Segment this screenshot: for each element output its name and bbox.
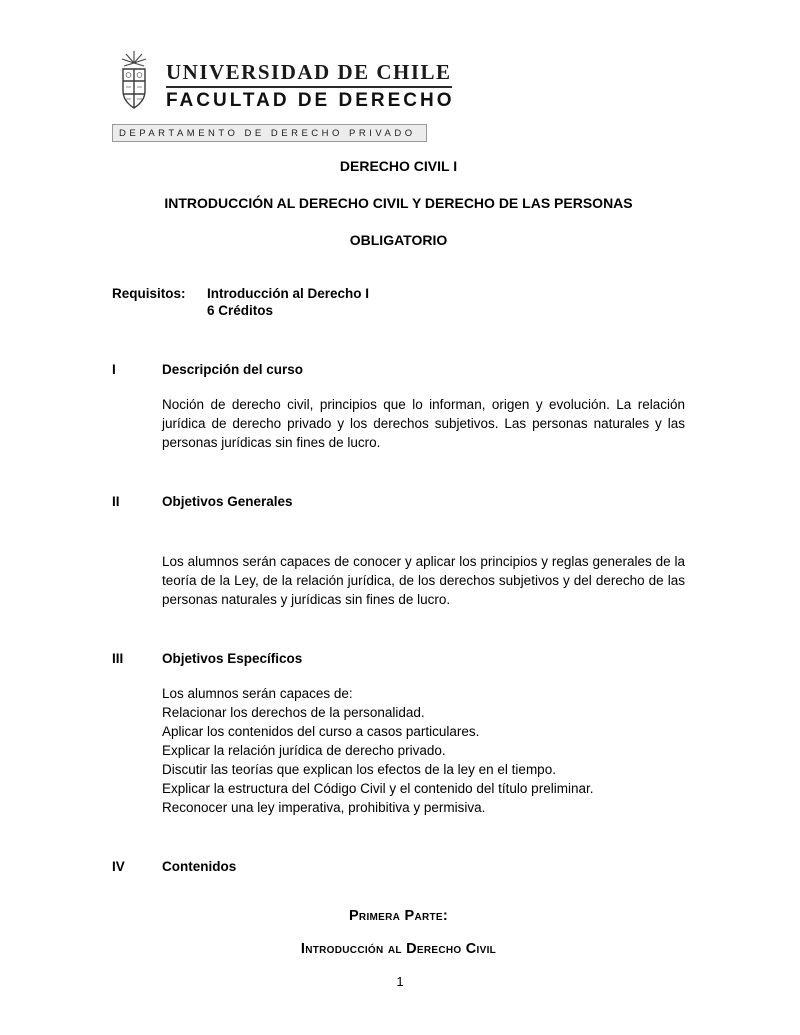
faculty-name: FACULTAD DE DERECHO bbox=[166, 90, 455, 111]
section-contenidos bbox=[112, 859, 685, 892]
section-descripcion bbox=[112, 362, 685, 452]
course-title: DERECHO CIVIL I bbox=[339, 158, 458, 174]
requirements-prerequisite: Introducción al Derecho I bbox=[207, 286, 370, 301]
university-crest-icon bbox=[112, 50, 156, 117]
section-numeral: III bbox=[112, 651, 124, 666]
part-subtitle: Introducción al Derecho Civil bbox=[300, 941, 497, 957]
requirements-label: Requisitos: bbox=[112, 286, 186, 301]
university-name: UNIVERSIDAD DE CHILE bbox=[166, 60, 452, 88]
course-type: OBLIGATORIO bbox=[349, 232, 448, 248]
page-number: 1 bbox=[396, 974, 404, 989]
requirements-block bbox=[112, 286, 685, 320]
department-banner: DEPARTAMENTO DE DERECHO PRIVADO bbox=[112, 124, 427, 142]
section-numeral: I bbox=[112, 362, 116, 377]
section-numeral: II bbox=[112, 494, 120, 509]
objective-item: Relacionar los derechos de la personalidad. bbox=[162, 705, 425, 720]
objective-item: Explicar la estructura del Código Civil y el contenido del título preliminar. bbox=[162, 781, 594, 796]
document-header bbox=[112, 50, 685, 142]
section-heading: Objetivos Específicos bbox=[162, 651, 303, 666]
section-numeral: IV bbox=[112, 859, 125, 874]
section-objetivos-especificos bbox=[112, 651, 685, 817]
part-title: Primera Parte: bbox=[348, 908, 449, 924]
section-body: Los alumnos serán capaces de conocer y aplicar los principios y reglas generales de la teoría de la Ley, de la relación jurídica, de los derechos subjetivos y del derecho de las personas naturales y jurídicas sin fines de lucro. bbox=[162, 554, 685, 607]
objective-item: Explicar la relación jurídica de derecho privado. bbox=[162, 743, 446, 758]
section-heading: Descripción del curso bbox=[162, 362, 304, 377]
part-heading-block bbox=[112, 908, 685, 957]
course-title-block bbox=[112, 158, 685, 248]
objective-item: Discutir las teorías que explican los efectos de la ley en el tiempo. bbox=[162, 762, 556, 777]
section-body: Noción de derecho civil, principios que lo informan, origen y evolución. La relación jurídica de derecho privado y los derechos subjetivos. Las personas naturales y las personas jurídicas sin fines de lucro. bbox=[162, 397, 685, 450]
section-heading: Objetivos Generales bbox=[162, 494, 293, 509]
objective-item: Aplicar los contenidos del curso a casos particulares. bbox=[162, 724, 480, 739]
objectives-intro: Los alumnos serán capaces de: bbox=[162, 686, 353, 701]
course-subtitle: INTRODUCCIÓN AL DERECHO CIVIL Y DERECHO DE LAS PERSONAS bbox=[164, 195, 633, 211]
objective-item: Reconocer una ley imperativa, prohibitiva y permisiva. bbox=[162, 800, 486, 815]
section-heading: Contenidos bbox=[162, 859, 237, 874]
section-objetivos-generales bbox=[112, 494, 685, 609]
requirements-credits: 6 Créditos bbox=[207, 303, 274, 318]
